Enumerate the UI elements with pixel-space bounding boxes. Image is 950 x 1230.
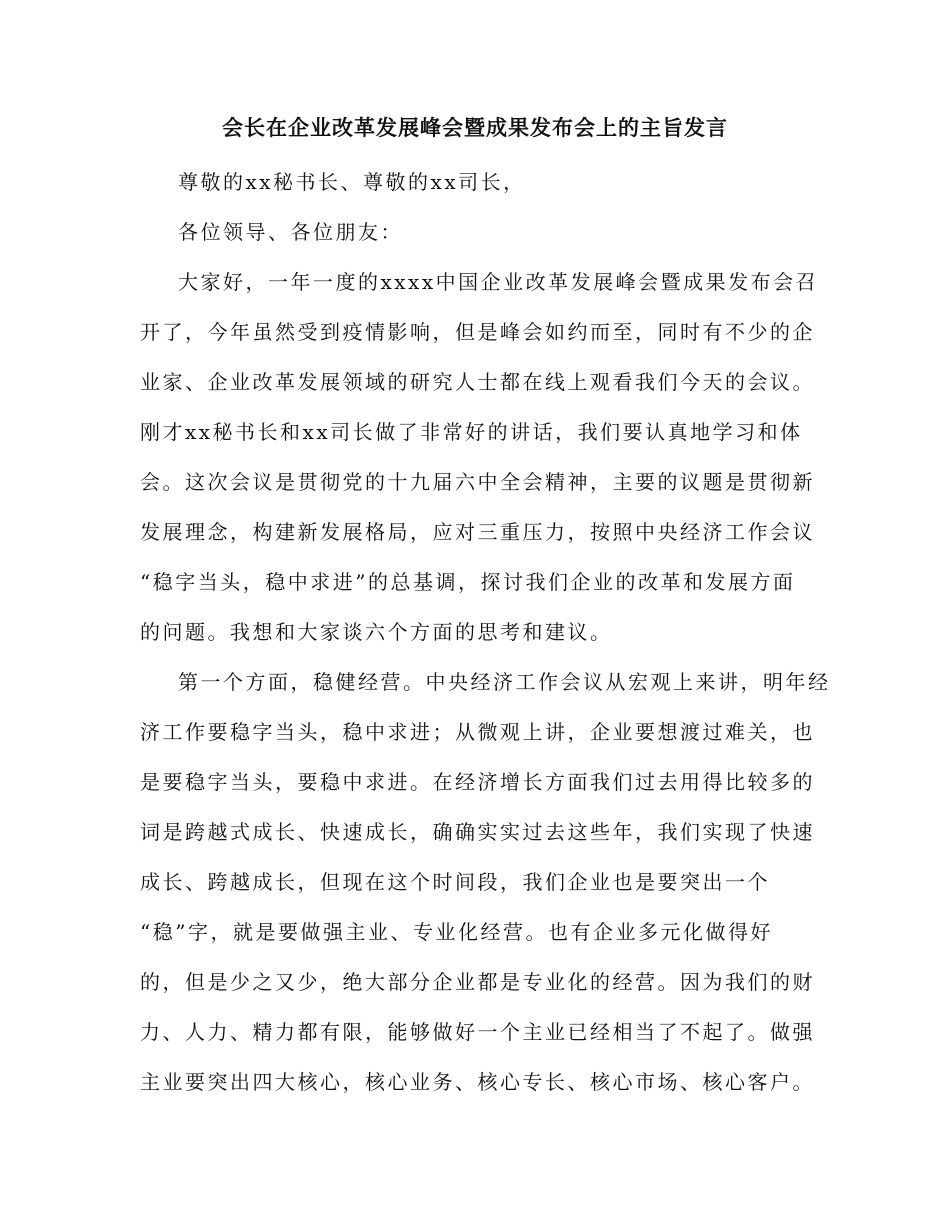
paragraph-line: “稳”字，就是要做强主业、专业化经营。也有企业多元化做得好 xyxy=(140,920,773,944)
paragraph-line: 的，但是少之又少，绝大部分企业都是专业化的经营。因为我们的财 xyxy=(140,970,815,994)
paragraph-line: 第一个方面，稳健经营。中央经济工作会议从宏观上来讲，明年经 xyxy=(178,670,831,694)
paragraph-line: 大家好，一年一度的xxxx中国企业改革发展峰会暨成果发布会召 xyxy=(178,270,819,294)
paragraph-line: 力、人力、精力都有限，能够做好一个主业已经相当了不起了。做强 xyxy=(140,1020,815,1044)
paragraph-line: 的问题。我想和大家谈六个方面的思考和建议。 xyxy=(140,620,613,644)
paragraph-line: 是要稳字当头，要稳中求进。在经济增长方面我们过去用得比较多的 xyxy=(140,770,815,794)
paragraph-line: 刚才xx秘书长和xx司长做了非常好的讲话，我们要认真地学习和体 xyxy=(140,420,803,444)
paragraph-line: 发展理念，构建新发展格局，应对三重压力，按照中央经济工作会议 xyxy=(140,520,815,544)
paragraph-line: 济工作要稳字当头，稳中求进；从微观上讲，企业要想渡过难关，也 xyxy=(140,720,815,744)
paragraph-line: “稳字当头，稳中求进”的总基调，探讨我们企业的改革和发展方面 xyxy=(140,570,796,594)
paragraph-line: 会。这次会议是贯彻党的十九届六中全会精神，主要的议题是贯彻新 xyxy=(140,470,815,494)
salutation-line: 各位领导、各位朋友： xyxy=(178,220,403,244)
paragraph-line: 业家、企业改革发展领域的研究人士都在线上观看我们今天的会议。 xyxy=(140,370,815,394)
paragraph-line: 主业要突出四大核心，核心业务、核心专长、核心市场、核心客户。 xyxy=(140,1070,815,1094)
salutation-line: 尊敬的xx秘书长、尊敬的xx司长， xyxy=(178,170,526,194)
paragraph-line: 词是跨越式成长、快速成长，确确实实过去这些年，我们实现了快速 xyxy=(140,820,815,844)
paragraph-line: 开了，今年虽然受到疫情影响，但是峰会如约而至，同时有不少的企 xyxy=(140,320,815,344)
paragraph-line: 成长、跨越成长，但现在这个时间段，我们企业也是要突出一个 xyxy=(140,870,770,894)
document-title: 会长在企业改革发展峰会暨成果发布会上的主旨发言 xyxy=(222,115,728,140)
